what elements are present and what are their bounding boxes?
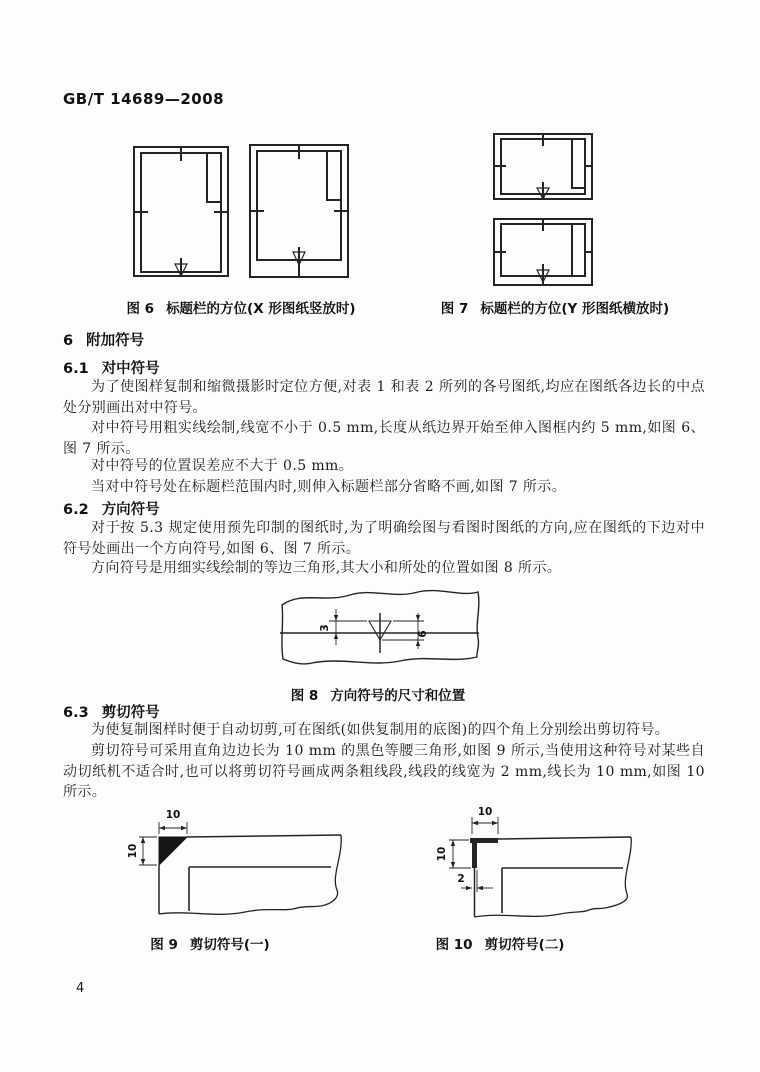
- section-6-2-heading: [63, 498, 160, 519]
- figure6-caption-label: 图 6: [126, 301, 155, 317]
- arrowhead: [334, 633, 338, 639]
- title-block: [207, 153, 221, 202]
- drawing-frame: [141, 153, 221, 272]
- figure7-sheet-bottom: [493, 218, 593, 286]
- arrowhead: [416, 640, 420, 646]
- section-6-1-number: 6.1: [63, 361, 89, 377]
- figure8-caption-label: 图 8: [290, 688, 319, 704]
- dimension-label: 6: [417, 630, 429, 638]
- figure9-caption-text: 剪切符号(一): [189, 937, 270, 953]
- cut-symbol-triangle: [159, 837, 187, 865]
- arrowhead: [141, 837, 145, 843]
- section-6-3-number: 6.3: [63, 705, 89, 721]
- paragraph-6-1-2: 对中符号用粗实线绘制,线宽不小于 0.5 mm,长度从纸边界开始至伸入图框内约 5 mm,如图 6、图 7 所示。: [63, 420, 705, 457]
- paragraph-6-3-2: 剪切符号可采用直角边边长为 10 mm 的黑色等腰三角形,如图 9 所示,当使用这种符号对某些自动切纸机不适合时,也可以将剪切符号画成两条粗线段,线段的线宽为 2 mm,线长为 10 mm,如图 10 所示。: [63, 743, 705, 800]
- paragraph-6-1-4: 当对中符号处在标题栏范围内时,则伸入标题栏部分省略不画,如图 7 所示。: [91, 479, 567, 495]
- arrowhead: [451, 862, 455, 868]
- section-6-heading: [63, 329, 144, 350]
- paragraph-6-2-1: 对于按 5.3 规定使用预先印制的图纸时,为了明确绘图与看图时图纸的方向,应在图纸的下边对中符号处画出一个方向符号,如图 6、图 7 所示。: [63, 520, 705, 557]
- dimension-label: 10: [477, 806, 493, 818]
- paper-torn-bottom-edge: [159, 908, 297, 914]
- figure7-caption-text: 标题栏的方位(Y 形图纸横放时): [480, 301, 670, 317]
- standard-number: GB/T 14689—2008: [63, 90, 225, 108]
- figure10-caption: [380, 933, 620, 953]
- figure7-sheet-top: [493, 133, 593, 200]
- arrowhead: [492, 821, 498, 825]
- arrowhead: [334, 615, 338, 621]
- section-6-number: 6: [63, 333, 74, 349]
- figure6-sheet-right: [249, 144, 349, 279]
- arrowhead: [416, 615, 420, 621]
- arrowhead: [141, 859, 145, 865]
- figure10-drawing: [425, 806, 635, 931]
- arrowhead: [477, 886, 483, 890]
- figure8-caption: [238, 684, 518, 704]
- figure7-caption: [415, 297, 695, 317]
- dimension-label: 10: [436, 846, 448, 862]
- section-6-2-title: 方向符号: [101, 502, 160, 518]
- dimension-label: 10: [165, 809, 181, 821]
- arrowhead: [159, 826, 165, 830]
- arrowhead: [472, 821, 478, 825]
- figure9-caption-label: 图 9: [150, 937, 178, 953]
- arrowhead: [451, 840, 455, 846]
- figure8-caption-text: 方向符号的尺寸和位置: [330, 688, 466, 704]
- paper-top-edge: [187, 835, 341, 837]
- section-6-3-title: 剪切符号: [101, 705, 160, 721]
- section-6-2-number: 6.2: [63, 502, 89, 518]
- paper-top-edge: [498, 837, 631, 839]
- dimension-label: 10: [127, 843, 139, 859]
- section-6-3-heading: [63, 701, 160, 722]
- figure7-caption-label: 图 7: [440, 301, 469, 317]
- dimension-label: 2: [457, 873, 465, 885]
- paper-torn-bottom-edge: [475, 910, 590, 917]
- paper-torn-right-edge: [589, 837, 631, 910]
- section-6-title: 附加符号: [86, 333, 145, 349]
- drawing-frame: [257, 151, 341, 260]
- title-block: [572, 139, 585, 188]
- figure6-caption-text: 标题栏的方位(X 形图纸竖放时): [166, 301, 356, 317]
- title-block: [327, 151, 341, 200]
- figure8-drawing: [272, 583, 487, 668]
- paper-torn-right-edge: [297, 835, 341, 908]
- title-block: [572, 224, 585, 276]
- page-number: 4: [76, 981, 85, 996]
- paragraph-6-3-1: 为使复制图样时便于自动切剪,可在图纸(如供复制用的底图)的四个角上分别绘出剪切符号。: [91, 722, 670, 738]
- figure9-caption: [90, 933, 330, 953]
- arrowhead: [466, 886, 472, 890]
- paragraph-6-2-2: 方向符号是用细实线绘制的等边三角形,其大小和所处的位置如图 8 所示。: [91, 560, 562, 576]
- section-6-1-heading: [63, 357, 160, 378]
- figure9-drawing: [127, 806, 345, 921]
- figure10-caption-label: 图 10: [435, 937, 473, 953]
- figure6-caption: [101, 297, 381, 317]
- paragraph-6-1-1: 为了使图样复制和缩微摄影时定位方便,对表 1 和表 2 所列的各号图纸,均应在图纸各边长的中点处分别画出对中符号。: [63, 379, 705, 416]
- paragraph-6-1-3: 对中符号的位置误差应不大于 0.5 mm。: [91, 458, 354, 474]
- figure10-caption-text: 剪切符号(二): [484, 937, 565, 953]
- section-6-1-title: 对中符号: [101, 361, 160, 377]
- paper-edge: [134, 147, 228, 276]
- dimension-label: 3: [319, 624, 331, 632]
- figure6-sheet-left: [133, 146, 229, 277]
- arrowhead: [181, 826, 187, 830]
